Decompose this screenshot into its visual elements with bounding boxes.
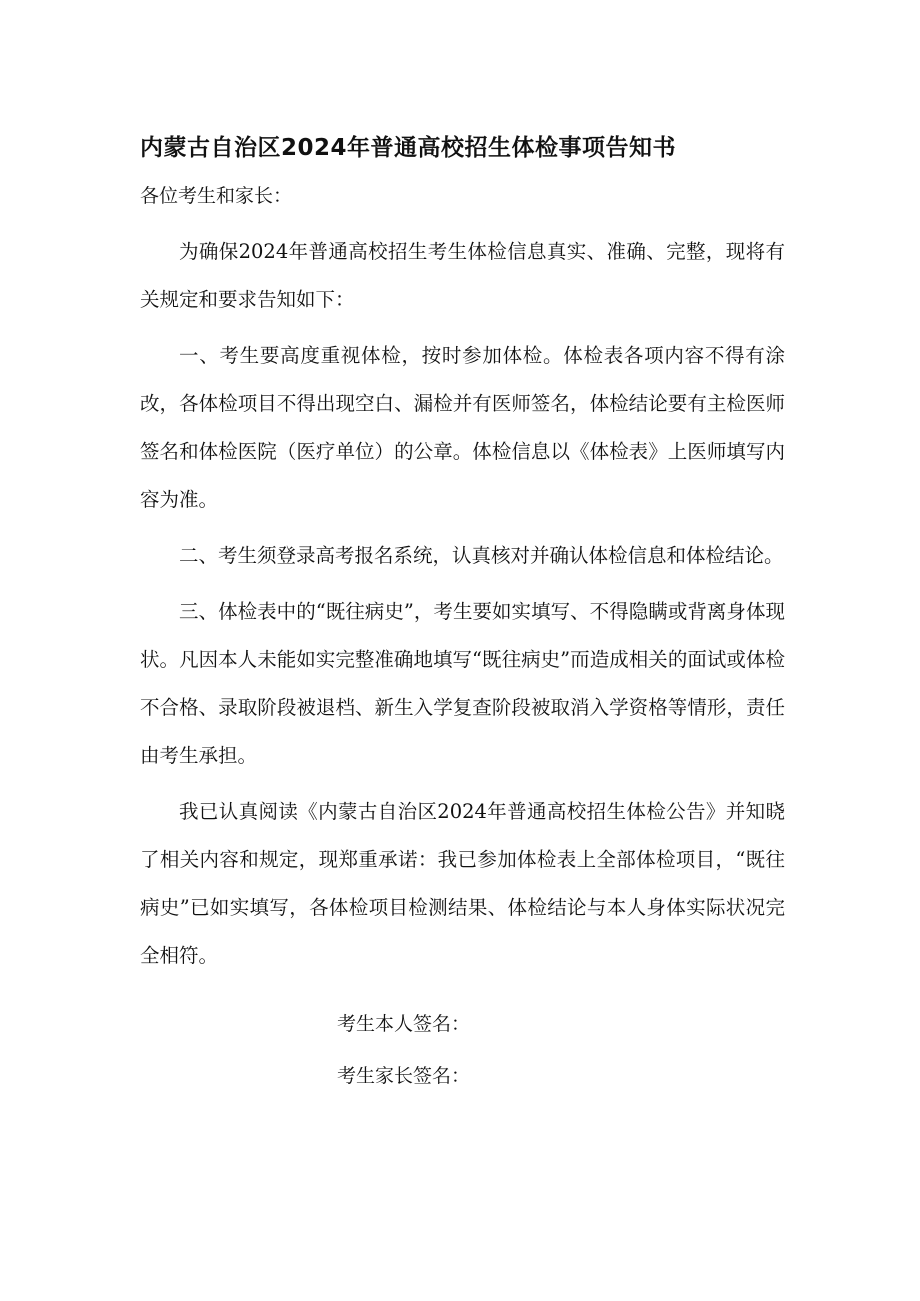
paragraph-item-2: 二、考生须登录高考报名系统，认真核对并确认体检信息和体检结论。 (179, 544, 784, 567)
student-signature-label: 考生本人签名： (337, 1013, 471, 1035)
document-title: 内蒙古自治区2024年普通高校招生体检事项告知书 (140, 135, 677, 161)
paragraph-item-3: 三、体检表中的“既往病史”，考生要如实填写、不得隐瞒或背离身体现状。凡因本人未能如实完整准确地填写“既往病史”而造成相关的面试或体检不合格、录取阶段被退档、新生入学复查阶段被取消入学资格等情形，责任由考生承担。 (140, 600, 785, 767)
paragraph-pledge: 我已认真阅读《内蒙古自治区2024年普通高校招生体检公告》并知晓了相关内容和规定，现郑重承诺：我已参加体检表上全部体检项目，“既往病史”已如实填写，各体检项目检测结果、体检结论与本人身体实际状况完全相符。 (140, 800, 785, 967)
parent-signature-label: 考生家长签名： (337, 1065, 471, 1087)
paragraph-item-1: 一、考生要高度重视体检，按时参加体检。体检表各项内容不得有涂改，各体检项目不得出现空白、漏检并有医师签名，体检结论要有主检医师签名和体检医院（医疗单位）的公章。体检信息以《体检表》上医师填写内容为准。 (140, 344, 785, 511)
paragraph-intro: 为确保2024年普通高校招生考生体检信息真实、准确、完整，现将有关规定和要求告知如下： (140, 240, 785, 311)
signature-block (140, 1000, 785, 1100)
notice-document (140, 128, 785, 1104)
salutation: 各位考生和家长： (140, 185, 293, 207)
